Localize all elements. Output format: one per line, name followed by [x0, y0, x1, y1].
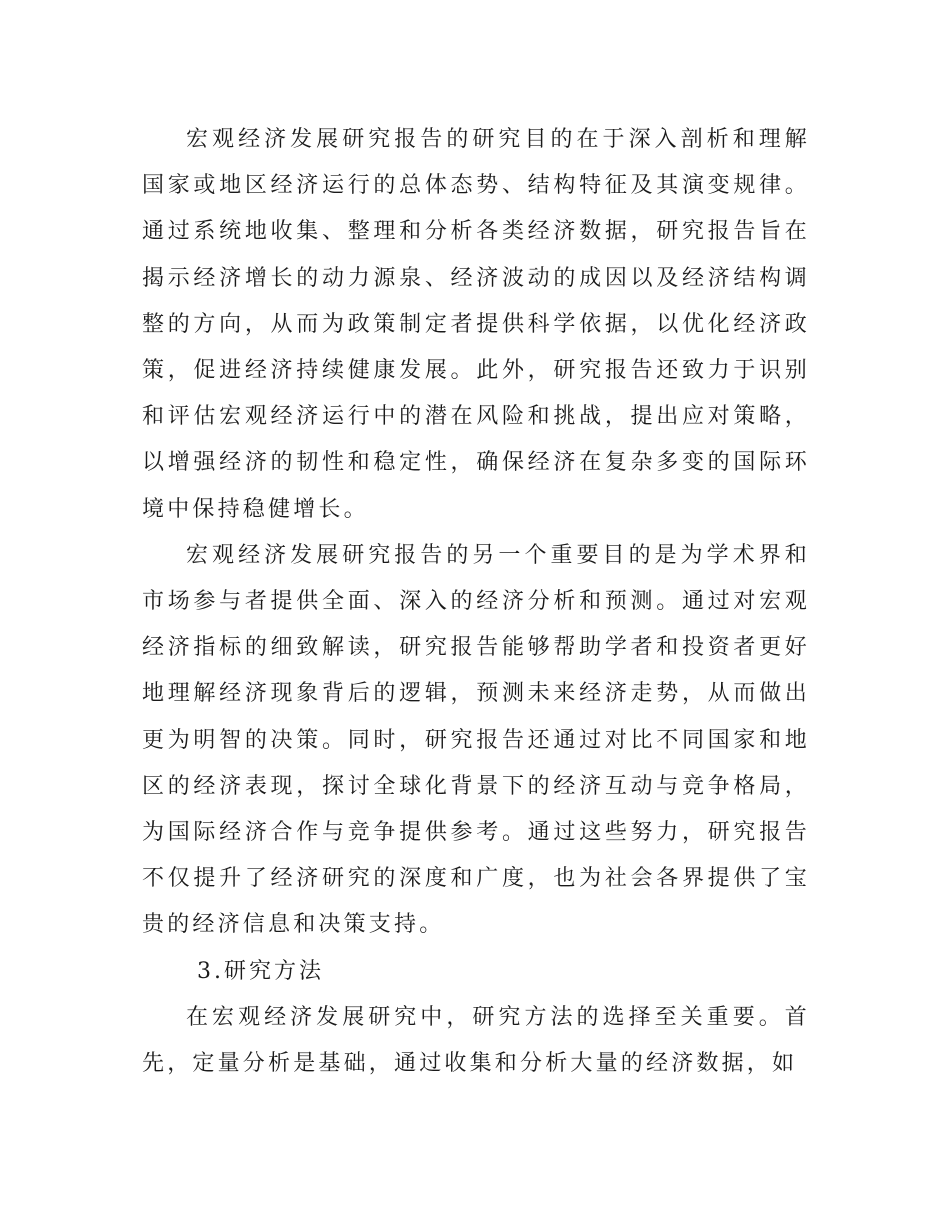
paragraph-research-purpose: 宏观经济发展研究报告的研究目的在于深入剖析和理解国家或地区经济运行的总体态势、结构特征及其演变规律。通过系统地收集、整理和分析各类经济数据，研究报告旨在揭示经济增长的动力源泉、经济波动的成因以及经济结构调整的方向，从而为政策制定者提供科学依据，以优化经济政策，促进经济持续健康发展。此外，研究报告还致力于识别和评估宏观经济运行中的潜在风险和挑战，提出应对策略，以增强经济的韧性和稳定性，确保经济在复杂多变的国际环境中保持稳健增长。 [142, 127, 810, 522]
document-body [142, 117, 810, 1087]
section-heading-research-methods: 3.研究方法 [197, 958, 324, 984]
paragraph-research-methods: 在宏观经济发展研究中，研究方法的选择至关重要。首先，定量分析是基础，通过收集和分析大量的经济数据，如 [142, 1004, 810, 1077]
paragraph-research-purpose-secondary: 宏观经济发展研究报告的另一个重要目的是为学术界和市场参与者提供全面、深入的经济分析和预测。通过对宏观经济指标的细致解读，研究报告能够帮助学者和投资者更好地理解经济现象背后的逻辑，预测未来经济走势，从而做出更为明智的决策。同时，研究报告还通过对比不同国家和地区的经济表现，探讨全球化背景下的经济互动与竞争格局，为国际经济合作与竞争提供参考。通过这些努力，研究报告不仅提升了经济研究的深度和广度，也为社会各界提供了宝贵的经济信息和决策支持。 [142, 542, 810, 938]
